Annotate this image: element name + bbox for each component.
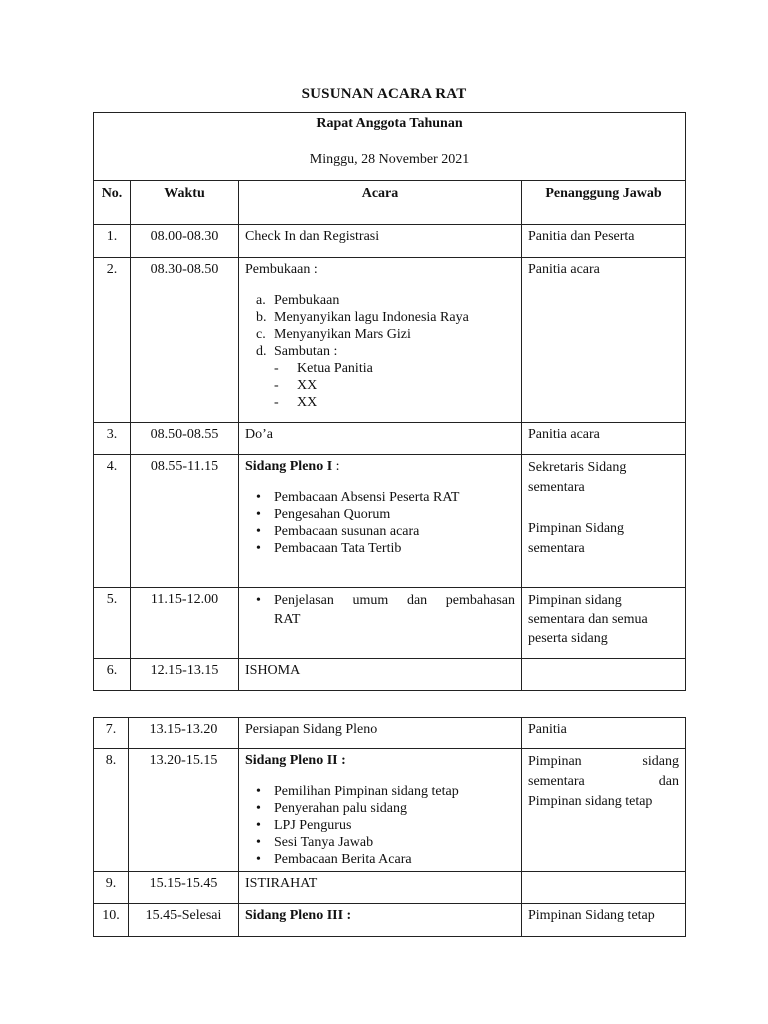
row-time: 08.55-11.15: [131, 455, 239, 588]
row-number: 8.: [94, 749, 129, 872]
row-acara: ISTIRAHAT: [239, 872, 522, 904]
acara-heading: Sidang Pleno II :: [245, 753, 346, 768]
column-header-row: [94, 181, 686, 225]
schedule-table-part-1: [93, 112, 686, 691]
table-row: [94, 258, 686, 423]
row-number: 6.: [94, 659, 131, 691]
meeting-date: Minggu, 28 November 2021: [309, 152, 470, 167]
document-title: SUSUNAN ACARA RAT: [301, 86, 467, 102]
row-number: 5.: [94, 588, 131, 659]
list-item: - XX: [274, 378, 318, 393]
pj-line: Pimpinan Sidang sementara: [528, 521, 625, 556]
row-time: 08.50-08.55: [131, 423, 239, 455]
list-item: b. Menyanyikan lagu Indonesia Raya: [256, 310, 469, 325]
row-number: 2.: [94, 258, 131, 423]
row-number: 4.: [94, 455, 131, 588]
table-row: [94, 455, 686, 588]
list-item: • Penjelasan umum dan pembahasan RAT: [256, 593, 515, 627]
row-pj: Pimpinan Sidang tetap: [522, 904, 686, 937]
table-row: [94, 904, 686, 937]
row-time: 13.15-13.20: [129, 718, 239, 749]
row-time: 13.20-15.15: [129, 749, 239, 872]
acara-heading: Pembukaan :: [245, 262, 318, 277]
list-item: a. Pembukaan: [256, 293, 340, 308]
row-acara: Do’a: [239, 423, 522, 455]
list-item: • LPJ Pengurus: [256, 818, 352, 833]
row-acara: Sidang Pleno III :: [239, 904, 522, 937]
row-acara: [239, 455, 522, 588]
acara-bullet-list: [245, 783, 515, 868]
row-number: 3.: [94, 423, 131, 455]
meeting-title: Rapat Anggota Tahunan: [316, 116, 463, 131]
table-row: [94, 749, 686, 872]
pj-line: Sekretaris Sidang sementara: [528, 460, 627, 495]
column-header-penanggung-jawab: Penanggung Jawab: [522, 181, 686, 225]
column-header-waktu: Waktu: [131, 181, 239, 225]
row-number: 9.: [94, 872, 129, 904]
list-item: • Pengesahan Quorum: [256, 507, 391, 522]
list-item: • Pembacaan Berita Acara: [256, 852, 412, 867]
list-item: c. Menyanyikan Mars Gizi: [256, 327, 411, 342]
column-header-acara: Acara: [239, 181, 522, 225]
acara-lettered-list: [245, 292, 515, 360]
column-header-no: No.: [94, 181, 131, 225]
row-time: 12.15-13.15: [131, 659, 239, 691]
row-acara: [239, 258, 522, 423]
row-pj: [522, 455, 686, 588]
list-item: • Pembacaan Tata Tertib: [256, 541, 402, 556]
row-number: 7.: [94, 718, 129, 749]
row-time: 15.45-Selesai: [129, 904, 239, 937]
row-pj: Pimpinan sidang sementara dan semua peserta sidang: [522, 588, 686, 659]
row-number: 10.: [94, 904, 129, 937]
list-item: - XX: [274, 395, 318, 410]
table-row: [94, 588, 686, 659]
row-time: 08.00-08.30: [131, 225, 239, 258]
list-item: • Pemilihan Pimpinan sidang tetap: [256, 784, 459, 799]
acara-dash-sublist: [245, 360, 515, 411]
list-item: • Pembacaan Absensi Peserta RAT: [256, 490, 460, 505]
table-header-banner: [94, 113, 686, 181]
row-acara: Persiapan Sidang Pleno: [239, 718, 522, 749]
row-pj: Panitia acara: [522, 258, 686, 423]
row-number: 1.: [94, 225, 131, 258]
header-cell: [94, 113, 686, 181]
row-acara: ISHOMA: [239, 659, 522, 691]
row-time: 11.15-12.00: [131, 588, 239, 659]
acara-heading: Sidang Pleno I :: [245, 459, 340, 474]
row-pj: [522, 872, 686, 904]
row-pj: Panitia acara: [522, 423, 686, 455]
row-time: 08.30-08.50: [131, 258, 239, 423]
acara-bullet-list: [245, 489, 515, 557]
row-pj: Panitia: [522, 718, 686, 749]
list-item: • Sesi Tanya Jawab: [256, 835, 374, 850]
schedule-table-part-2: [93, 717, 686, 937]
row-time: 15.15-15.45: [129, 872, 239, 904]
acara-bullet-list: [245, 591, 515, 629]
row-pj: Panitia dan Peserta: [522, 225, 686, 258]
table-row: [94, 659, 686, 691]
row-acara: [239, 749, 522, 872]
list-item: • Penyerahan palu sidang: [256, 801, 407, 816]
table-row: [94, 225, 686, 258]
table-row: [94, 718, 686, 749]
row-pj: Pimpinan sidang sementara dan Pimpinan sidang tetap: [522, 749, 686, 872]
table-row: [94, 423, 686, 455]
row-pj: [522, 659, 686, 691]
list-item: - Ketua Panitia: [274, 361, 373, 376]
list-item: • Pembacaan susunan acara: [256, 524, 420, 539]
table-row: [94, 872, 686, 904]
list-item: d. Sambutan :: [256, 344, 338, 359]
row-acara: Check In dan Registrasi: [239, 225, 522, 258]
row-acara: [239, 588, 522, 659]
